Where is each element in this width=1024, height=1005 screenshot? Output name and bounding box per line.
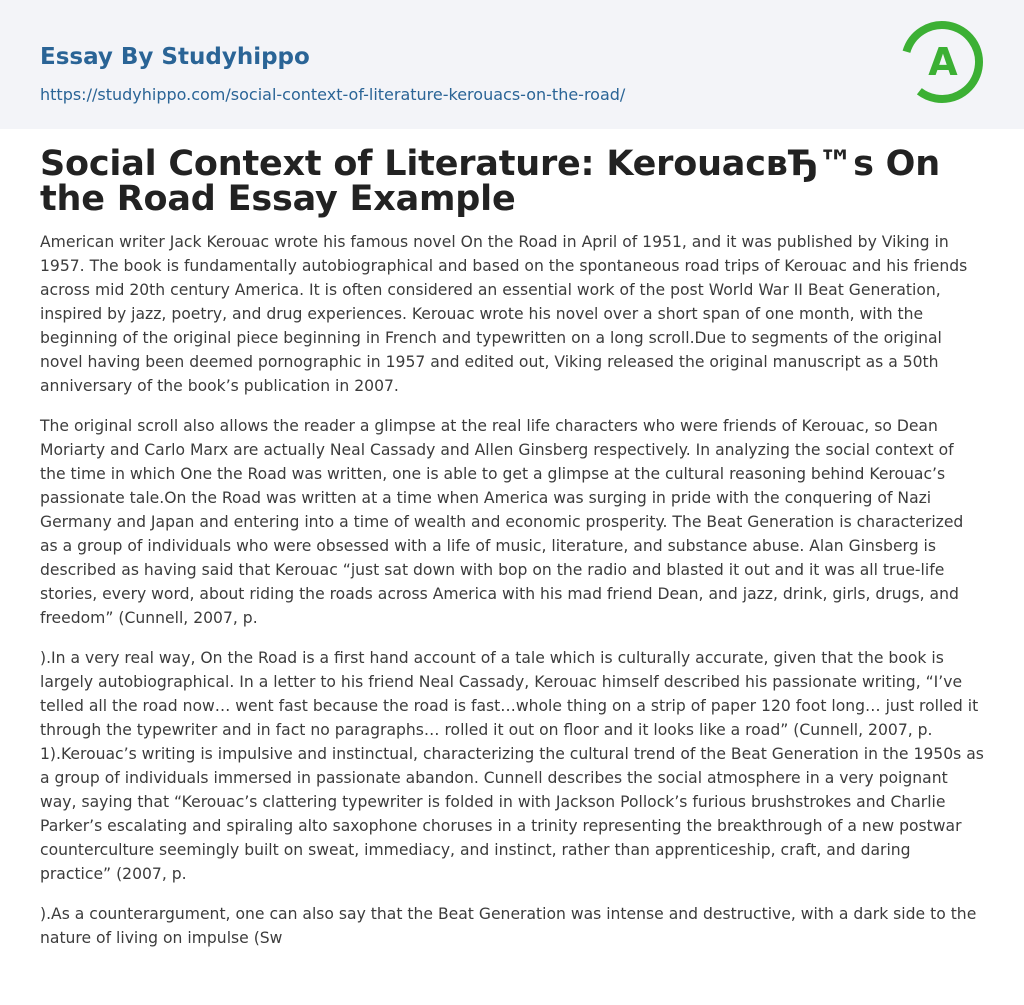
article-title: Social Context of Literature: KerouacвЂ™s On the Road Essay Example xyxy=(40,144,940,219)
article-paragraph-1: American writer Jack Kerouac wrote his famous novel On the Road in April of 1951, and it was published by Viking in 1957. The book is fundamentally autobiographical and based on the spontaneous road trips of Kerouac and his friends across mid 20th century America. It is often considered an essential work of the post World War II Beat Generation, inspired by jazz, poetry, and drug experiences. Kerouac wrote his novel over a short span of one month, with the beginning of the original piece beginning in French and typewritten on a long scroll.Due to segments of the original novel having been deemed pornographic in 1957 and edited out, Viking released the original manuscript as a 50th anniversary of the book’s publication in 2007. xyxy=(40,233,968,395)
source-url-link[interactable]: https://studyhippo.com/social-context-of-literature-kerouacs-on-the-road/ xyxy=(40,85,626,104)
article-paragraph-3: ).In a very real way, On the Road is a first hand account of a tale which is culturally accurate, given that the book is largely autobiographical. In a letter to his friend Neal Cassady, Kerouac himself described his passionate writing, “I’ve telled all the road now… went fast because the road is fast…whole thing on a strip of paper 120 foot long… just rolled it through the typewriter and in fact no paragraphs… rolled it out on floor and it looks like a road” (Cunnell, 2007, p. 1).Kerouac’s writing is impulsive and instinctual, characterizing the cultural trend of the Beat Generation in the 1950s as a group of individuals immersed in passionate abandon. Cunnell describes the social atmosphere in a very poignant way, saying that “Kerouac’s clattering typewriter is folded in with Jackson Pollock’s furious brushstrokes and Charlie Parker’s escalating and spiraling alto saxophone choruses in a trinity representing the breakthrough of a new postwar counterculture seemingly built on sweat, immediacy, and instinct, rather than apprenticeship, craft, and daring practice” (2007, p. xyxy=(40,649,984,883)
site-brand[interactable]: Essay By Studyhippo xyxy=(40,44,310,70)
site-header xyxy=(0,0,1024,129)
studyhippo-logo-icon[interactable] xyxy=(899,19,985,105)
article-paragraph-4: ).As a counterargument, one can also say that the Beat Generation was intense and destructive, with a dark side to the nature of living on impulse (Sw xyxy=(40,905,977,947)
article-paragraph-2: The original scroll also allows the reader a glimpse at the real life characters who were friends of Kerouac, so Dean Moriarty and Carlo Marx are actually Neal Cassady and Allen Ginsberg respectively. In analyzing the social context of the time in which One the Road was written, one is able to get a glimpse at the cultural reasoning behind Kerouac’s passionate tale.On the Road was written at a time when America was surging in pride with the conquering of Nazi Germany and Japan and entering into a time of wealth and economic prosperity. The Beat Generation is characterized as a group of individuals who were obsessed with a life of music, literature, and substance abuse. Alan Ginsberg is described as having said that Kerouac “just sat down with bop on the radio and blasted it out and it was all true-life stories, every word, about riding the roads across America with his mad friend Dean, and jazz, drink, girls, drugs, and freedom” (Cunnell, 2007, p. xyxy=(40,417,964,627)
svg-text:A: A xyxy=(928,40,958,84)
article xyxy=(0,129,1024,950)
